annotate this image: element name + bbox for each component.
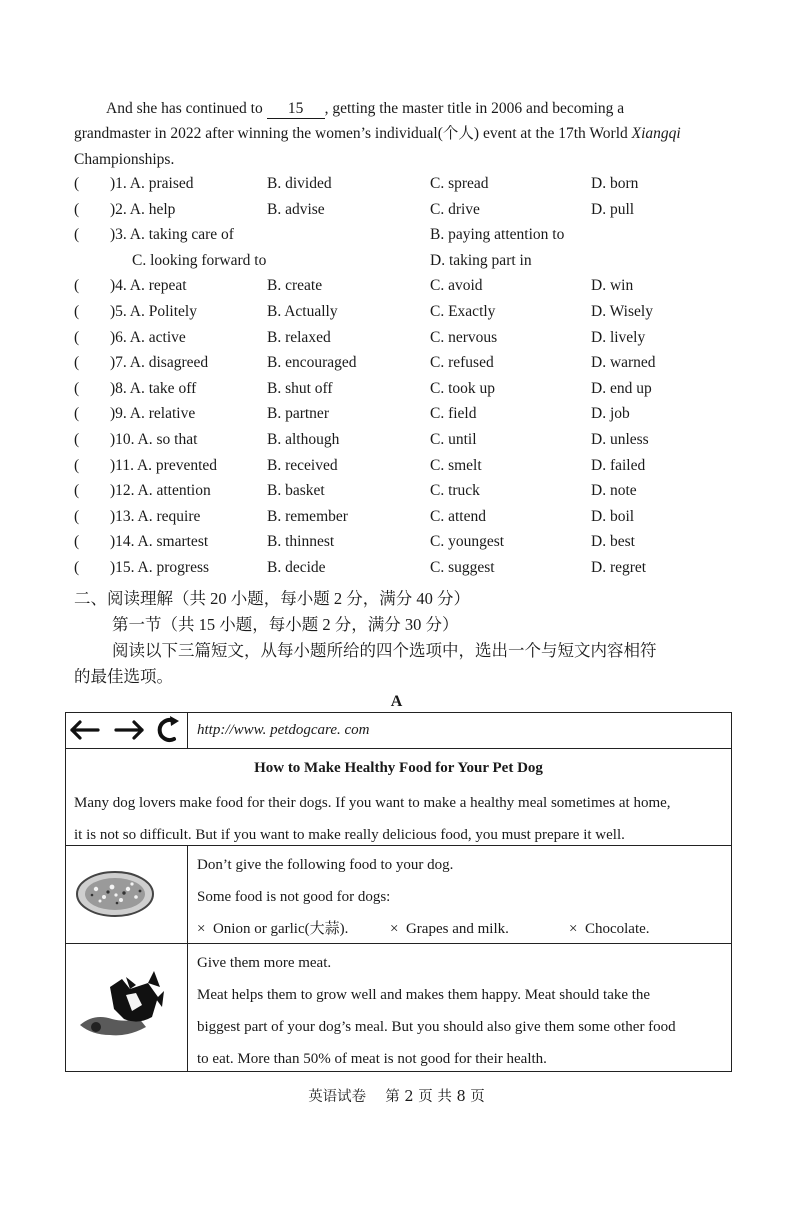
answer-paren: (: [74, 175, 80, 192]
option-d: D. born: [591, 175, 639, 192]
passage-line-1: [106, 96, 624, 122]
browser-toolbar: [66, 713, 731, 749]
answer-paren: (: [74, 482, 80, 500]
option-b: B. remember: [267, 507, 348, 525]
article-title: How to Make Healthy Food for Your Pet Dog: [254, 760, 543, 776]
back-arrow-icon[interactable]: [72, 722, 98, 738]
intro-line-1: Many dog lovers make food for their dogs. If you want to make a healthy meal sometimes at home,: [74, 795, 671, 811]
url-bar[interactable]: http://www. petdogcare. com: [197, 722, 370, 738]
answer-paren: (: [74, 379, 80, 397]
option-c: C. drive: [430, 200, 480, 218]
answer-paren: (: [74, 328, 80, 346]
option-c: C. nervous: [430, 328, 498, 346]
option-a: )5. A. Politely: [110, 303, 197, 320]
answer-paren: (: [74, 507, 80, 525]
answer-paren: (: [74, 354, 80, 372]
answer-blank-15: 15: [267, 100, 325, 119]
option-a: )13. A. require: [110, 507, 201, 525]
passage-italic: Xiangqi: [631, 125, 681, 142]
bad-food-text: Onion or garlic(大蒜).: [212, 921, 349, 937]
part-heading: 第一节（共 15 小题，每小题 2 分，满分 30 分）: [112, 615, 459, 634]
option-d: D. warned: [591, 354, 656, 372]
refresh-icon[interactable]: [160, 716, 179, 740]
cross-mark-icon: ×: [197, 921, 206, 937]
answer-paren: (: [74, 277, 80, 295]
option-a: C. looking forward to: [132, 251, 267, 269]
meat-tip-line-1: Give them more meat.: [197, 955, 332, 971]
option-c: C. avoid: [430, 277, 483, 295]
option-d: D. job: [591, 405, 630, 423]
option-b: B. decide: [267, 559, 326, 576]
cross-mark-icon: ×: [569, 921, 578, 937]
food-image-cell: [66, 845, 188, 943]
option-c: C. smelt: [430, 456, 482, 474]
option-d: D. boil: [591, 507, 635, 525]
option-b: B. encouraged: [267, 354, 357, 372]
option-c: C. Exactly: [430, 303, 496, 320]
answer-paren: (: [74, 200, 80, 218]
bad-food-item-1: [197, 913, 348, 945]
answer-paren: (: [74, 533, 80, 551]
nav-icons: [66, 713, 187, 748]
option-d: D. regret: [591, 559, 647, 576]
option-c: C. suggest: [430, 559, 495, 576]
bad-food-text: Grapes and milk.: [405, 921, 509, 937]
option-b: B. divided: [267, 175, 332, 192]
answer-paren: (: [74, 456, 80, 474]
meat-tip-line-2: Meat helps them to grow well and makes them happy. Meat should take the: [197, 987, 651, 1003]
option-c: C. spread: [430, 175, 489, 192]
option-c: C. attend: [430, 507, 486, 525]
option-b: B. advise: [267, 200, 325, 218]
tip-row-food: [66, 845, 731, 944]
option-d: D. pull: [591, 200, 635, 218]
option-c: C. field: [430, 405, 477, 423]
passage-line-3: Championships.: [74, 151, 175, 168]
instruction-line-2: 的最佳选项。: [74, 667, 173, 686]
bad-food-item-3: [569, 913, 650, 945]
answer-paren: (: [74, 559, 80, 576]
option-b: B. received: [267, 456, 338, 474]
option-a: )15. A. progress: [110, 559, 210, 576]
dog-eating-image: [66, 943, 187, 1071]
option-c: D. taking part in: [430, 251, 532, 269]
option-c: C. until: [430, 431, 477, 448]
meat-tip-line-4: to eat. More than 50% of meat is not good for their health.: [197, 1051, 547, 1067]
passage-text: And she has continued to: [106, 100, 263, 117]
answer-paren: (: [74, 226, 80, 244]
option-c: B. paying attention to: [430, 226, 565, 244]
passage-line-2: [74, 121, 681, 147]
option-a: )11. A. prevented: [110, 456, 218, 474]
option-d: D. lively: [591, 328, 646, 346]
option-a: )14. A. smartest: [110, 533, 209, 551]
option-b: B. create: [267, 277, 323, 295]
answer-paren: (: [74, 303, 80, 320]
option-a: )8. A. take off: [110, 379, 197, 397]
option-b: B. relaxed: [267, 328, 331, 346]
intro-line-2: it is not so difficult. But if you want to make really delicious food, you must prepare it well.: [74, 827, 625, 843]
section-heading: 二、阅读理解（共 20 小题，每小题 2 分，满分 40 分）: [74, 589, 470, 608]
option-d: D. best: [591, 533, 635, 551]
option-d: D. unless: [591, 431, 649, 448]
browser-frame: [65, 712, 732, 1072]
option-d: D. failed: [591, 456, 646, 474]
option-b: B. Actually: [267, 303, 338, 320]
option-a: )2. A. help: [110, 200, 176, 218]
tip-row-meat: [66, 943, 731, 1071]
option-c: C. truck: [430, 482, 480, 500]
option-b: B. thinnest: [267, 533, 335, 551]
passage-text: grandmaster in 2022 after winning the women’s individual(个人) event at the 17th World: [74, 125, 632, 142]
page-footer: 英语试卷 第 2 页 共 8 页: [308, 1089, 485, 1105]
option-a: )9. A. relative: [110, 405, 196, 423]
option-b: B. although: [267, 431, 340, 448]
bad-food-text: Chocolate.: [584, 921, 650, 937]
option-a: )4. A. repeat: [110, 277, 187, 295]
option-a: )6. A. active: [110, 328, 186, 346]
option-c: C. youngest: [430, 533, 505, 551]
option-a: )3. A. taking care of: [110, 226, 234, 244]
option-d: D. win: [591, 277, 634, 295]
option-a: )12. A. attention: [110, 482, 211, 500]
food-tip-line-1: Don’t give the following food to your dog.: [197, 857, 454, 873]
option-b: B. basket: [267, 482, 325, 500]
food-plate-image: [66, 845, 187, 943]
option-a: )1. A. praised: [110, 175, 194, 192]
forward-arrow-icon[interactable]: [116, 722, 142, 738]
option-b: B. shut off: [267, 379, 333, 397]
option-a: )10. A. so that: [110, 431, 198, 448]
meat-tip-line-3: biggest part of your dog’s meal. But you should also give them some other food: [197, 1019, 676, 1035]
passage-text: , getting the master title in 2006 and becoming a: [324, 100, 625, 117]
option-d: D. end up: [591, 379, 652, 397]
bad-food-item-2: [390, 913, 509, 945]
option-c: C. took up: [430, 379, 496, 397]
cross-mark-icon: ×: [390, 921, 399, 937]
nav-buttons: [66, 713, 188, 748]
article-intro: [66, 748, 731, 846]
option-b: B. partner: [267, 405, 329, 423]
option-c: C. refused: [430, 354, 494, 372]
option-d: D. Wisely: [591, 303, 653, 320]
dog-image-cell: [66, 943, 188, 1071]
food-tip-line-2: Some food is not good for dogs:: [197, 889, 391, 905]
answer-paren: (: [74, 431, 80, 448]
option-d: D. note: [591, 482, 637, 500]
option-a: )7. A. disagreed: [110, 354, 209, 372]
passage-label: A: [390, 693, 403, 710]
answer-paren: (: [74, 405, 80, 423]
instruction-line-1: 阅读以下三篇短文，从每小题所给的四个选项中，选出一个与短文内容相符: [112, 641, 657, 660]
